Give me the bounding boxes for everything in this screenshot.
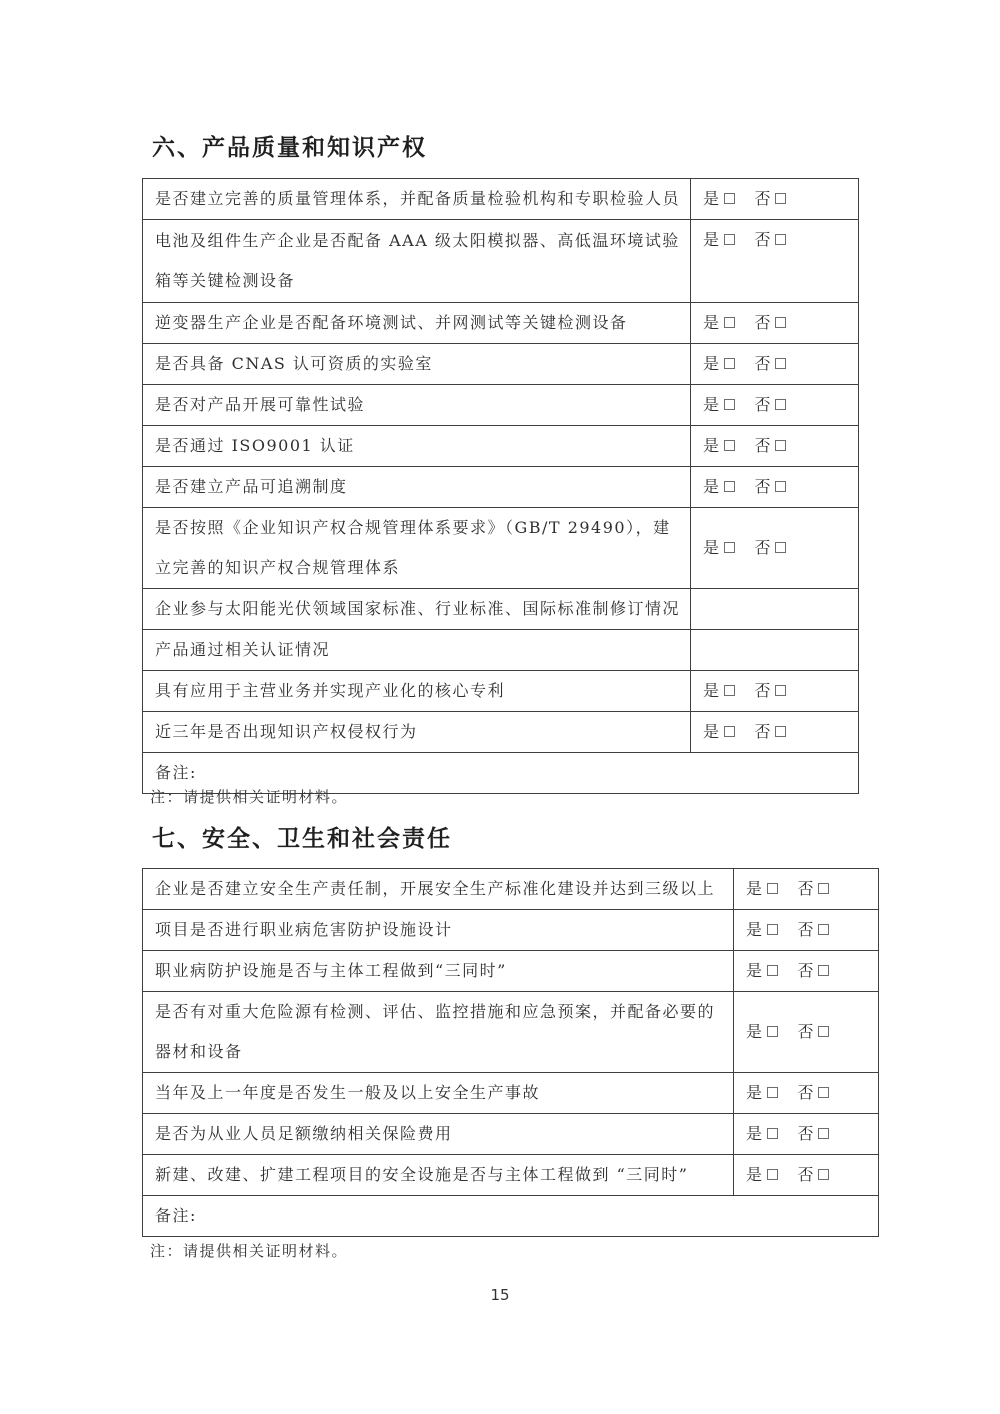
yes-option — [746, 1155, 778, 1195]
no-option — [755, 712, 787, 752]
yesno-cell — [691, 220, 859, 303]
yes-label: 是 — [703, 189, 721, 208]
yes-checkbox[interactable] — [767, 1128, 778, 1139]
table-row — [143, 630, 859, 671]
yes-label: 是 — [746, 1124, 764, 1143]
question-cell: 企业是否建立安全生产责任制，开展安全生产标准化建设并达到三级以上 — [143, 869, 734, 910]
yes-checkbox[interactable] — [767, 883, 778, 894]
yes-checkbox[interactable] — [724, 542, 735, 553]
yes-option — [703, 426, 735, 466]
table-row — [143, 467, 859, 508]
no-checkbox[interactable] — [775, 399, 786, 410]
yes-option — [746, 951, 778, 991]
section-6-table — [142, 178, 859, 794]
table-row — [143, 1155, 879, 1196]
empty-cell — [691, 589, 859, 630]
yes-option — [746, 869, 778, 909]
yes-checkbox[interactable] — [724, 399, 735, 410]
yes-label: 是 — [703, 354, 721, 373]
yes-label: 是 — [746, 1083, 764, 1102]
no-checkbox[interactable] — [818, 883, 829, 894]
yes-checkbox[interactable] — [724, 685, 735, 696]
yes-checkbox[interactable] — [724, 440, 735, 451]
no-option — [798, 1114, 830, 1154]
question-cell: 职业病防护设施是否与主体工程做到“三同时” — [143, 951, 734, 992]
yes-label: 是 — [746, 1165, 764, 1184]
no-option — [755, 426, 787, 466]
yesno-cell — [734, 1155, 879, 1196]
no-checkbox[interactable] — [818, 1087, 829, 1098]
yes-label: 是 — [703, 477, 721, 496]
question-cell: 逆变器生产企业是否配备环境测试、并网测试等关键检测设备 — [143, 303, 691, 344]
no-option — [798, 1073, 830, 1113]
question-cell: 是否按照《企业知识产权合规管理体系要求》（GB/T 29490），建立完善的知识产权合规管理体系 — [143, 508, 691, 589]
yes-option — [746, 1073, 778, 1113]
no-checkbox[interactable] — [775, 726, 786, 737]
no-label: 否 — [797, 1124, 816, 1143]
question-cell: 企业参与太阳能光伏领域国家标准、行业标准、国际标准制修订情况 — [143, 589, 691, 630]
yesno-cell — [734, 869, 879, 910]
no-label: 否 — [797, 1165, 816, 1184]
yes-checkbox[interactable] — [724, 193, 735, 204]
no-option — [798, 1155, 830, 1195]
yes-checkbox[interactable] — [724, 481, 735, 492]
no-option — [755, 220, 787, 260]
yes-option — [703, 344, 735, 384]
no-label: 否 — [797, 961, 816, 980]
yes-option — [746, 1012, 778, 1052]
yes-option — [703, 303, 735, 343]
yesno-cell — [691, 303, 859, 344]
yes-label: 是 — [746, 1022, 764, 1041]
no-label: 否 — [797, 1022, 816, 1041]
yes-label: 是 — [746, 879, 764, 898]
no-option — [755, 179, 787, 219]
no-label: 否 — [797, 879, 816, 898]
no-option — [755, 671, 787, 711]
yes-option — [746, 910, 778, 950]
no-option — [755, 528, 787, 568]
no-checkbox[interactable] — [775, 234, 786, 245]
no-label: 否 — [754, 189, 773, 208]
question-cell: 是否有对重大危险源有检测、评估、监控措施和应急预案，并配备必要的器材和设备 — [143, 992, 734, 1073]
yes-label: 是 — [703, 395, 721, 414]
section-7-note: 注：请提供相关证明材料。 — [150, 1242, 349, 1260]
question-cell: 是否建立产品可追溯制度 — [143, 467, 691, 508]
no-label: 否 — [754, 477, 773, 496]
yesno-cell — [691, 467, 859, 508]
yes-label: 是 — [703, 681, 721, 700]
no-label: 否 — [754, 313, 773, 332]
section-6-title: 六、产品质量和知识产权 — [152, 135, 427, 161]
no-label: 否 — [754, 230, 773, 249]
empty-cell — [691, 630, 859, 671]
remark-cell: 备注: — [143, 753, 859, 794]
yes-label: 是 — [746, 920, 764, 939]
question-cell: 是否具备 CNAS 认可资质的实验室 — [143, 344, 691, 385]
yes-label: 是 — [703, 230, 721, 249]
question-cell: 项目是否进行职业病危害防护设施设计 — [143, 910, 734, 951]
no-option — [755, 385, 787, 425]
yesno-cell — [691, 671, 859, 712]
yes-option — [703, 528, 735, 568]
no-option — [755, 467, 787, 507]
table-row — [143, 589, 859, 630]
yes-checkbox[interactable] — [724, 234, 735, 245]
question-cell: 是否通过 ISO9001 认证 — [143, 426, 691, 467]
table-row — [143, 303, 859, 344]
no-checkbox[interactable] — [775, 542, 786, 553]
table-row — [143, 869, 879, 910]
table-row — [143, 1073, 879, 1114]
no-label: 否 — [797, 920, 816, 939]
no-label: 否 — [754, 722, 773, 741]
yes-label: 是 — [703, 538, 721, 557]
no-checkbox[interactable] — [775, 358, 786, 369]
no-checkbox[interactable] — [818, 1026, 829, 1037]
yesno-cell — [691, 426, 859, 467]
question-cell: 当年及上一年度是否发生一般及以上安全生产事故 — [143, 1073, 734, 1114]
question-cell: 是否为从业人员足额缴纳相关保险费用 — [143, 1114, 734, 1155]
no-label: 否 — [754, 436, 773, 455]
no-option — [755, 303, 787, 343]
yes-option — [703, 220, 735, 260]
yes-checkbox[interactable] — [767, 1026, 778, 1037]
table-row — [143, 951, 879, 992]
yesno-cell — [691, 712, 859, 753]
yesno-cell — [734, 1073, 879, 1114]
no-label: 否 — [797, 1083, 816, 1102]
yes-checkbox[interactable] — [724, 726, 735, 737]
no-checkbox[interactable] — [775, 193, 786, 204]
table-row — [143, 179, 859, 220]
yes-option — [703, 467, 735, 507]
table-row — [143, 1114, 879, 1155]
table-row — [143, 712, 859, 753]
question-cell: 新建、改建、扩建工程项目的安全设施是否与主体工程做到 “三同时” — [143, 1155, 734, 1196]
question-cell: 是否建立完善的质量管理体系，并配备质量检验机构和专职检验人员 — [143, 179, 691, 220]
no-checkbox[interactable] — [818, 924, 829, 935]
yesno-cell — [691, 508, 859, 589]
no-option — [798, 1012, 830, 1052]
no-option — [755, 344, 787, 384]
yes-option — [703, 671, 735, 711]
table-row — [143, 671, 859, 712]
table-row — [143, 220, 859, 303]
table-row — [143, 910, 879, 951]
section-7-title: 七、安全、卫生和社会责任 — [152, 826, 452, 852]
yes-option — [703, 385, 735, 425]
yes-label: 是 — [746, 961, 764, 980]
question-cell: 产品通过相关认证情况 — [143, 630, 691, 671]
yes-option — [746, 1114, 778, 1154]
yes-checkbox[interactable] — [767, 1169, 778, 1180]
no-checkbox[interactable] — [775, 685, 786, 696]
yes-label: 是 — [703, 436, 721, 455]
yes-checkbox[interactable] — [767, 924, 778, 935]
no-checkbox[interactable] — [775, 481, 786, 492]
yesno-cell — [691, 385, 859, 426]
yes-label: 是 — [703, 313, 721, 332]
yes-option — [703, 179, 735, 219]
table-row — [143, 992, 879, 1073]
yes-checkbox[interactable] — [724, 358, 735, 369]
no-checkbox[interactable] — [775, 440, 786, 451]
table-row — [143, 426, 859, 467]
no-checkbox[interactable] — [818, 1169, 829, 1180]
table-row — [143, 385, 859, 426]
no-checkbox[interactable] — [775, 317, 786, 328]
question-cell: 近三年是否出现知识产权侵权行为 — [143, 712, 691, 753]
no-option — [798, 869, 830, 909]
page-number: 15 — [490, 1286, 510, 1304]
yes-checkbox[interactable] — [767, 1087, 778, 1098]
no-checkbox[interactable] — [818, 965, 829, 976]
question-cell: 具有应用于主营业务并实现产业化的核心专利 — [143, 671, 691, 712]
no-label: 否 — [754, 354, 773, 373]
yesno-cell — [734, 910, 879, 951]
yesno-cell — [691, 344, 859, 385]
yesno-cell — [734, 951, 879, 992]
table-row — [143, 344, 859, 385]
section-6-note: 注：请提供相关证明材料。 — [150, 788, 349, 806]
remark-row — [143, 1196, 879, 1237]
yes-option — [703, 712, 735, 752]
remark-cell: 备注: — [143, 1196, 879, 1237]
no-checkbox[interactable] — [818, 1128, 829, 1139]
yes-label: 是 — [703, 722, 721, 741]
no-label: 否 — [754, 681, 773, 700]
yes-checkbox[interactable] — [767, 965, 778, 976]
no-option — [798, 910, 830, 950]
yesno-cell — [734, 1114, 879, 1155]
no-label: 否 — [754, 538, 773, 557]
section-7-table — [142, 868, 879, 1237]
yesno-cell — [691, 179, 859, 220]
question-cell: 电池及组件生产企业是否配备 AAA 级太阳模拟器、高低温环境试验箱等关键检测设备 — [143, 220, 691, 303]
yes-checkbox[interactable] — [724, 317, 735, 328]
no-label: 否 — [754, 395, 773, 414]
question-cell: 是否对产品开展可靠性试验 — [143, 385, 691, 426]
table-row — [143, 508, 859, 589]
yesno-cell — [734, 992, 879, 1073]
no-option — [798, 951, 830, 991]
